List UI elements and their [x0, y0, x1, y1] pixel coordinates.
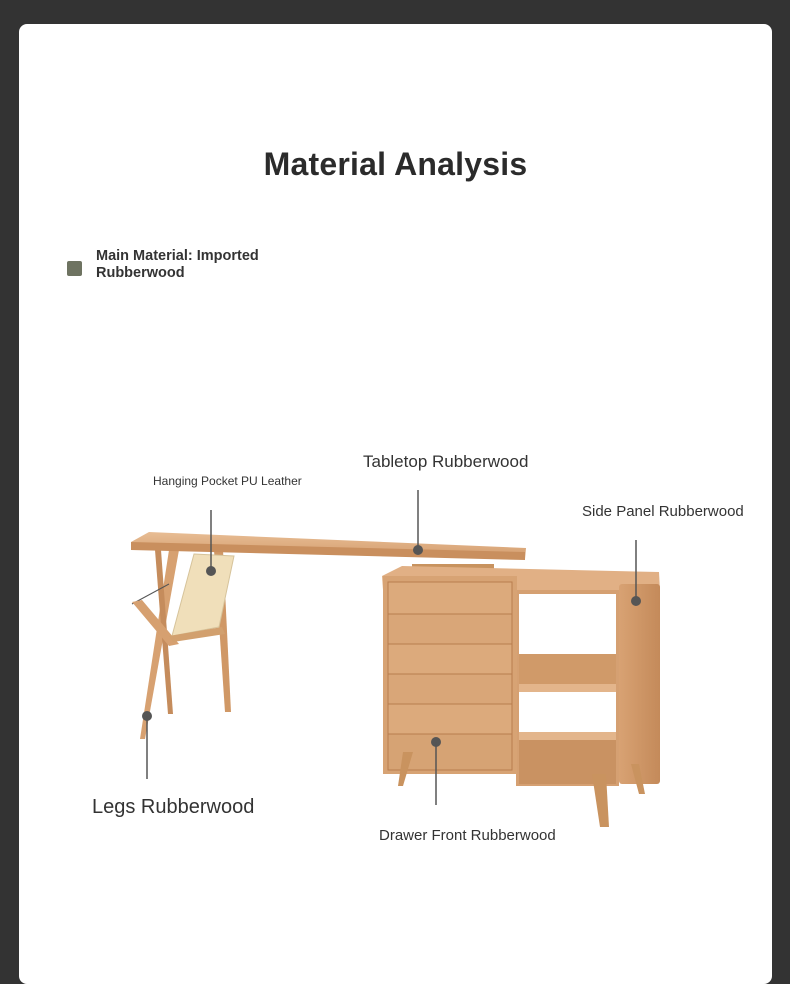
- callout-legs: Legs Rubberwood: [92, 796, 255, 818]
- product-card: [19, 24, 772, 984]
- cabinet: [382, 566, 660, 827]
- callout-tabletop: Tabletop Rubberwood: [363, 452, 529, 471]
- pocket-marker: [206, 566, 216, 576]
- callout-hanging-pocket: Hanging Pocket PU Leather: [153, 474, 302, 488]
- page-title: Material Analysis: [263, 146, 528, 182]
- legend-text: Main Material: Imported Rubberwood: [96, 248, 259, 281]
- callout-side-panel: Side Panel Rubberwood: [582, 503, 744, 520]
- tabletop-marker: [413, 545, 423, 555]
- hanging-pocket: [132, 554, 234, 646]
- side-panel-marker: [631, 596, 641, 606]
- callout-drawer-front: Drawer Front Rubberwood: [379, 827, 556, 844]
